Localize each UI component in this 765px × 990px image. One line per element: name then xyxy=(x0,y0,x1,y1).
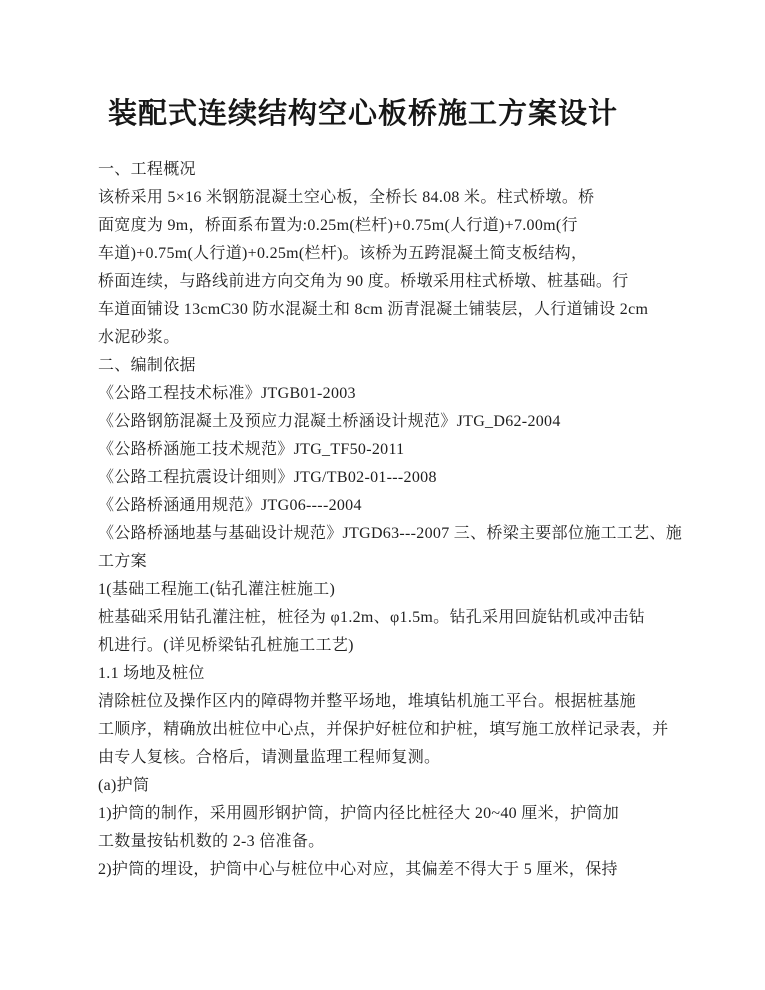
text-line: 1)护筒的制作，采用圆形钢护筒，护筒内径比桩径大 20~40 厘米，护筒加 xyxy=(98,805,620,822)
text-line: 车道面铺设 13cmC30 防水混凝土和 8cm 沥青混凝土铺装层，人行道铺设 2cm xyxy=(98,301,649,318)
document-body xyxy=(98,156,682,884)
text-line: 清除桩位及操作区内的障碍物并整平场地，堆填钻机施工平台。根据桩基施 xyxy=(98,693,636,710)
text-line: 面宽度为 9m，桥面系布置为:0.25m(栏杆)+0.75m(人行道)+7.00m(行 xyxy=(98,217,578,234)
text-line: 《公路工程抗震设计细则》JTG/TB02-01---2008 xyxy=(98,469,437,486)
text-line: 工数量按钻机数的 2-3 倍准备。 xyxy=(98,833,325,850)
text-line: 车道)+0.75m(人行道)+0.25m(栏杆)。该桥为五跨混凝土简支板结构， xyxy=(98,245,588,262)
text-line: 2)护筒的埋设，护筒中心与桩位中心对应，其偏差不得大于 5 厘米，保持 xyxy=(98,861,618,878)
text-line: 一、工程概况 xyxy=(98,161,196,178)
text-line: 1.1 场地及桩位 xyxy=(98,665,205,682)
text-line: 工方案 xyxy=(98,553,147,570)
text-line: 水泥砂浆。 xyxy=(98,329,180,346)
text-line: 由专人复核。合格后，请测量监理工程师复测。 xyxy=(98,749,441,766)
text-line: 工顺序，精确放出桩位中心点，并保护好桩位和护桩，填写施工放样记录表，并 xyxy=(98,721,669,738)
text-line: 机进行。(详见桥梁钻孔桩施工工艺) xyxy=(98,637,354,654)
text-line: 二、编制依据 xyxy=(98,357,196,374)
document-title: 装配式连续结构空心板桥施工方案设计 xyxy=(108,98,619,130)
text-line: 《公路桥涵地基与基础设计规范》JTGD63---2007 三、桥梁主要部位施工工艺、施 xyxy=(98,525,682,542)
text-line: 《公路桥涵施工技术规范》JTG_TF50-2011 xyxy=(98,441,405,458)
text-line: 桩基础采用钻孔灌注桩，桩径为 φ1.2m、φ1.5m。钻孔采用回旋钻机或冲击钻 xyxy=(98,609,646,626)
text-line: 1(基础工程施工(钻孔灌注桩施工) xyxy=(98,581,336,598)
text-line: 《公路桥涵通用规范》JTG06----2004 xyxy=(98,497,362,514)
text-line: 《公路钢筋混凝土及预应力混凝土桥涵设计规范》JTG_D62-2004 xyxy=(98,413,561,430)
text-line: 桥面连续，与路线前进方向交角为 90 度。桥墩采用柱式桥墩、桩基础。行 xyxy=(98,273,629,290)
text-line: 《公路工程技术标准》JTGB01-2003 xyxy=(98,385,356,402)
text-line: (a)护筒 xyxy=(98,777,150,794)
text-line: 该桥采用 5×16 米钢筋混凝土空心板，全桥长 84.08 米。柱式桥墩。桥 xyxy=(98,189,595,206)
